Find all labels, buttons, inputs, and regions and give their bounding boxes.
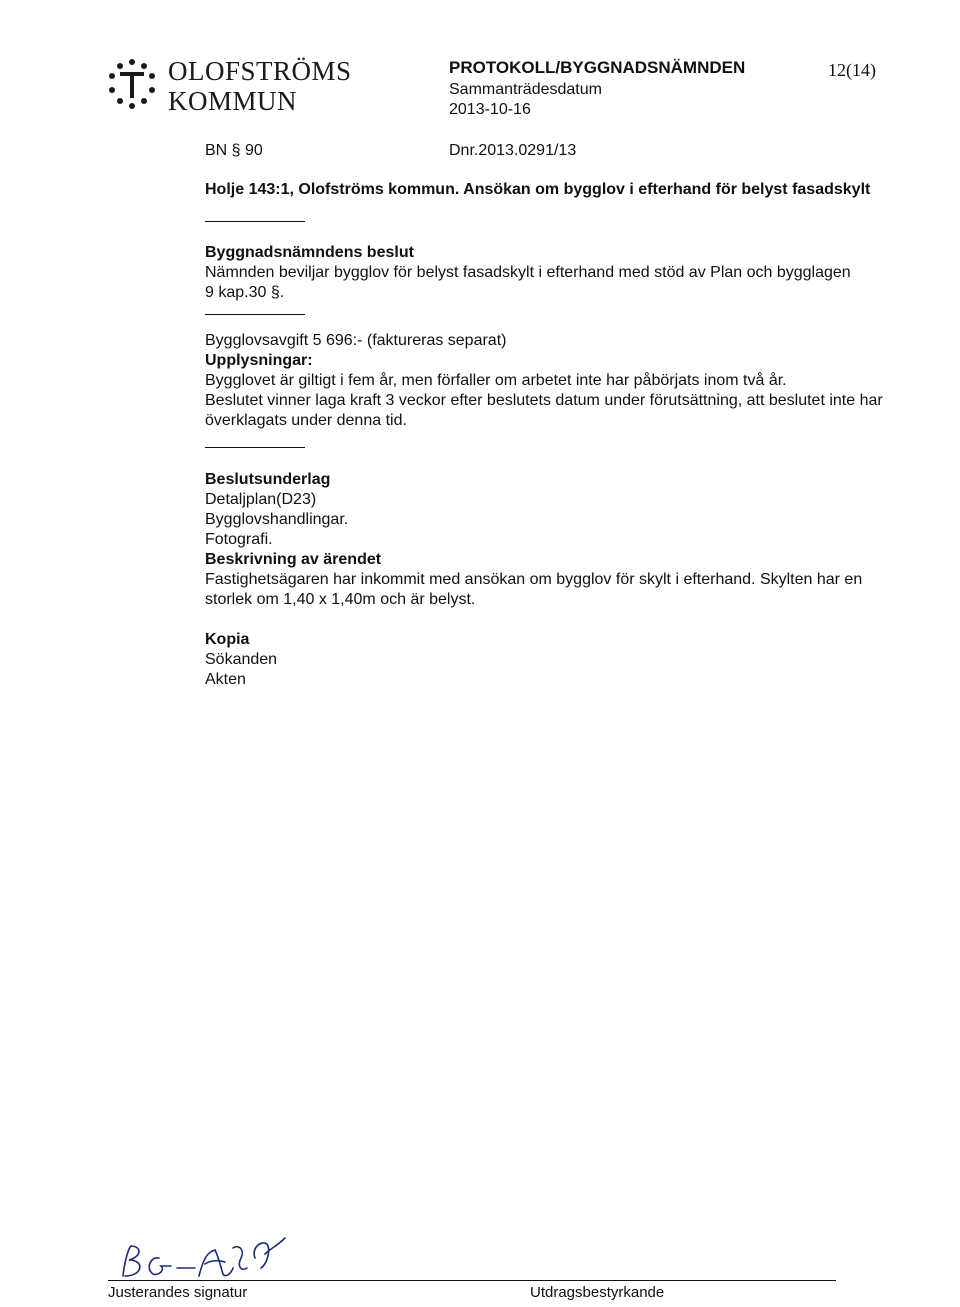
divider	[205, 447, 305, 448]
divider	[205, 221, 305, 222]
meeting-date-label: Sammanträdesdatum	[449, 81, 602, 98]
logo-line-1: OLOFSTRÖMS	[168, 56, 352, 86]
paragraph-number: BN § 90	[205, 142, 263, 159]
page-number: 12(14)	[828, 60, 876, 80]
divider	[205, 314, 305, 315]
copy-item: Sökanden	[205, 651, 278, 668]
fee-text: Bygglovsavgift 5 696:- (faktureras separat)	[205, 332, 507, 349]
case-number: Dnr.2013.0291/13	[449, 142, 577, 159]
decision-text: Nämnden beviljar bygglov för belyst fasadskylt i efterhand med stöd av Plan och bygglagen 9 kap.30 §.	[205, 264, 851, 301]
decision-heading: Byggnadsnämndens beslut	[205, 244, 414, 261]
info-heading: Upplysningar:	[205, 352, 313, 369]
copy-heading: Kopia	[205, 631, 250, 648]
description-text: Fastighetsägaren har inkommit med ansökan om bygglov för skylt i efterhand. Skylten har en storlek om 1,40 x 1,40m och är belyst.	[205, 571, 863, 608]
meeting-date: 2013-10-16	[449, 101, 531, 118]
document-body	[205, 180, 905, 690]
logo-line-2: KOMMUN	[168, 86, 298, 116]
basis-item: Detaljplan(D23)	[205, 491, 317, 508]
protocol-title: PROTOKOLL/BYGGNADSNÄMNDEN	[449, 58, 746, 77]
basis-item: Bygglovshandlingar.	[205, 511, 349, 528]
signature-label: Justerandes signatur	[108, 1284, 248, 1301]
certifier-label: Utdragsbestyrkande	[530, 1284, 665, 1301]
legal-text: Beslutet vinner laga kraft 3 veckor efter beslutets datum under förutsättning, att beslutet inte har överklagats under denna tid.	[205, 392, 883, 429]
logo-wordmark	[168, 56, 352, 116]
case-title: Holje 143:1, Olofströms kommun. Ansökan om bygglov i efterhand för belyst fasadskylt	[205, 181, 871, 198]
municipality-logo-icon	[104, 56, 160, 112]
basis-item: Fotografi.	[205, 531, 273, 548]
copy-item: Akten	[205, 671, 246, 688]
handwritten-signature	[115, 1228, 315, 1284]
description-heading: Beskrivning av ärendet	[205, 551, 382, 568]
basis-heading: Beslutsunderlag	[205, 471, 331, 488]
signature-line	[108, 1280, 836, 1281]
info-text: Bygglovet är giltigt i fem år, men förfaller om arbetet inte har påbörjats inom två år.	[205, 372, 787, 389]
